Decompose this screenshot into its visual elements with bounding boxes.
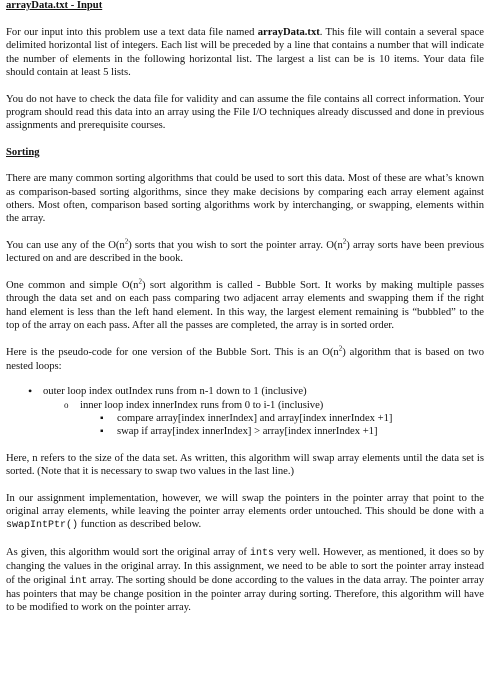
square-bullet-icon: ▪	[100, 426, 104, 438]
list-item	[6, 399, 484, 412]
paragraph-text: You can use any of the O(n	[6, 239, 125, 251]
paragraph-text: . This file will contain a several space delimited horizontal list of integers. Each list will be preceded by a line that contains a number that will indicate the number of elements in the following horizontal list. The largest a list can be is 10 items. Your data file should contain at least 5 lists.	[6, 27, 484, 79]
paragraph-text: As given, this algorithm would sort the original array of	[6, 546, 251, 558]
section-heading-input: arrayData.txt - Input	[6, 0, 103, 11]
paragraph-input-description	[6, 26, 484, 80]
document-page	[6, 0, 484, 615]
paragraph-text: For our input into this problem use a text data file named	[6, 27, 258, 38]
paragraph-data-set-size: Here, n refers to the size of the data set. As written, this algorithm will swap array elements until the data set is sorted. (Note that it is necessary to swap two values in the last line.)	[6, 452, 484, 478]
paragraph-text: array. The sorting should be done according to the values in the data array. The pointer array has pointers that may be change position in the pointer array during sorting. Therefore, this algorithm will have to be modified to work on the pointer array.	[6, 574, 484, 614]
list-item	[6, 425, 484, 438]
paragraph-text: very well. However, as mentioned, it does so by changing the values in the original array. In this assignment, we need to be able to sort the pointer array instead of the original	[6, 546, 484, 586]
list-item-text: compare array[index innerIndex] and array[index innerIndex +1]	[117, 412, 393, 424]
paragraph-pointer-sort	[6, 546, 484, 615]
paragraph-validity: You do not have to check the data file for validity and can assume the file contains all correct information. Your program should read this data into an array using the File I/O techniques already discussed and done in previous assignments and prerequisite courses.	[6, 93, 484, 132]
bullet-icon: •	[28, 384, 33, 399]
paragraph-implementation	[6, 492, 484, 533]
list-item	[6, 412, 484, 425]
square-bullet-icon: ▪	[100, 412, 104, 424]
paragraph-sort-choice	[6, 239, 484, 266]
list-item-text: swap if array[index innerIndex] > array[index innerIndex +1]	[117, 426, 378, 438]
paragraph-bubble-sort	[6, 279, 484, 333]
code-text: swapIntPtr()	[6, 520, 79, 532]
section-heading-sorting: Sorting	[6, 146, 40, 158]
filename-text: arrayData.txt	[257, 27, 320, 38]
superscript: 2	[124, 237, 129, 246]
list-item	[6, 385, 484, 398]
list-item-text: outer loop index outIndex runs from n-1 down to 1 (inclusive)	[43, 386, 307, 398]
paragraph-text: Here is the pseudo-code for one version of the Bubble Sort. This is an O(n	[6, 347, 339, 359]
list-item-text: inner loop index innerIndex runs from 0 to i-1 (inclusive)	[80, 399, 324, 411]
paragraph-text: ) algorithm that is based on two nested loops:	[6, 347, 484, 372]
code-text: ints	[250, 547, 275, 559]
paragraph-pseudocode-intro	[6, 346, 484, 373]
superscript: 2	[342, 237, 347, 246]
paragraph-text: ) array sorts have been previous lectured on and are described in the book.	[6, 239, 484, 265]
superscript: 2	[338, 344, 343, 353]
paragraph-text: ) sort algorithm is called - Bubble Sort. It works by making multiple passes through the data set and on each pass comparing two adjacent array elements and swapping them if the right hand element is less than the left hand element. In this way, the largest element remaining is “bubbled” to the top of the array on each pass. After all the passes are completed, the array is in sorted order.	[6, 279, 484, 331]
paragraph-sorting-intro: There are many common sorting algorithms that could be used to sort this data. Most of these are what’s known as comparison-based sorting algorithms, since they make decisions by comparing each array element against others. Most often, comparison based sorting algorithms work by interchanging, or swapping, elements within the array.	[6, 173, 484, 225]
paragraph-text: function as described below.	[78, 519, 202, 531]
pseudocode-list	[6, 385, 484, 439]
paragraph-text: In our assignment implementation, however, we will swap the pointers in the pointer array that point to the original array elements, while leaving the pointer array elements order untouched. This should be done with a	[6, 492, 484, 517]
paragraph-text: ) sorts that you wish to sort the pointer array. O(n	[128, 239, 343, 251]
code-text: int	[69, 575, 88, 587]
circle-bullet-icon: o	[64, 399, 69, 410]
superscript: 2	[138, 277, 142, 286]
paragraph-text: One common and simple O(n	[6, 279, 139, 291]
